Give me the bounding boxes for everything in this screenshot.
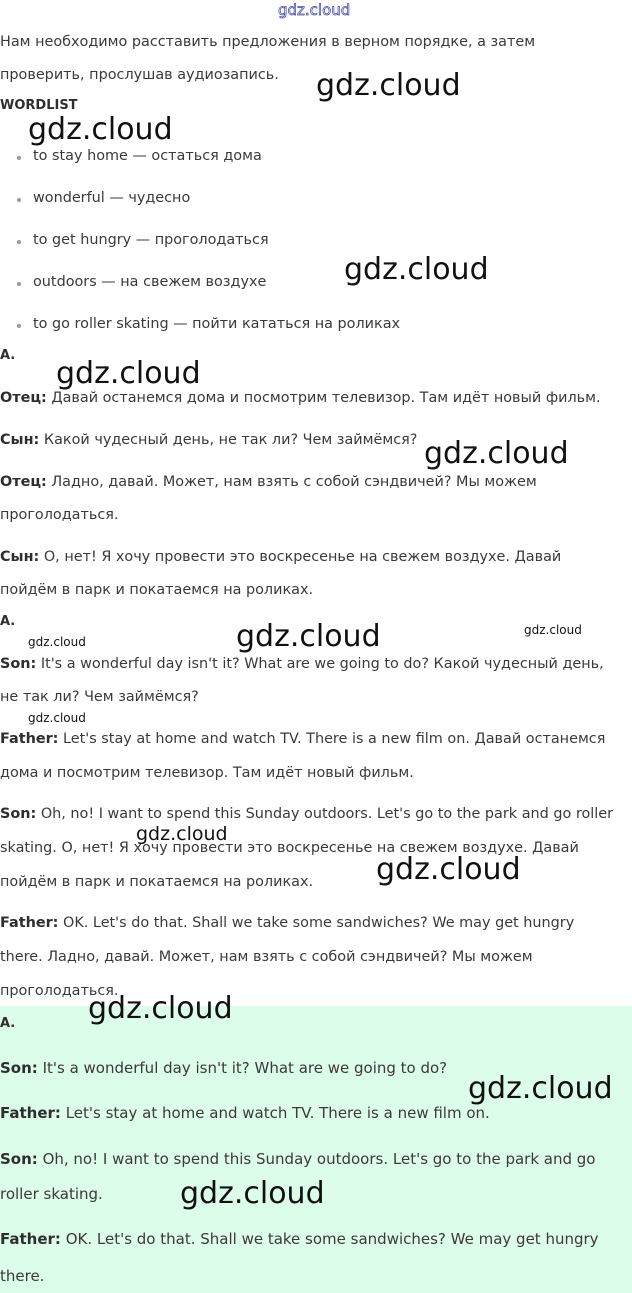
watermark: gdz.cloud [468,1071,613,1106]
dialogue-text: there. Ладно, давай. Может, нам взять с собой сэндвичей? Мы можем [0,949,533,965]
speaker-name: Сын: [0,432,40,448]
dialogue-line [0,1051,447,1085]
dialogue-text: roller skating. [0,1185,103,1203]
wordlist-item: to get hungry — проголодаться [33,232,269,248]
section-label: A. [0,1016,16,1031]
section-label: A. [0,348,16,363]
dialogue-text: проголодаться. [0,983,119,999]
dialogue-line [0,722,605,756]
watermark: gdz.cloud [316,68,461,103]
dialogue-line [0,1096,490,1130]
wordlist-item: to go roller skating — пойти кататься на роликах [33,316,401,332]
speaker-name: Отец: [0,474,47,490]
watermark: gdz.cloud [56,356,201,391]
bullet-icon [17,198,21,202]
wordlist-item: wonderful — чудесно [33,190,191,206]
intro-line-2: проверить, прослушав аудиозапись. [0,67,279,83]
speaker-name: Father: [0,1230,61,1248]
dialogue-text: Oh, no! I want to spend this Sunday outdoors. Let's go to the park and go roller [36,806,614,822]
bullet-icon [17,156,21,160]
watermark: gdz.cloud [28,711,86,725]
dialogue-text: Какой чудесный день, не так ли? Чем займёмся? [39,432,418,448]
speaker-name: Сын: [0,549,40,565]
watermark: gdz.cloud [344,252,489,287]
dialogue-line [0,423,417,457]
watermark: gdz.cloud [524,623,582,637]
watermark: gdz.cloud [136,823,228,845]
intro-line-1: Нам необходимо расставить предложения в верном порядке, а затем [0,34,536,50]
dialogue-line [0,906,574,940]
watermark-top: gdz.cloud [278,1,351,19]
dialogue-text: не так ли? Чем займёмся? [0,689,199,705]
section-label: A. [0,614,16,629]
watermark: gdz.cloud [236,619,381,654]
dialogue-line [0,540,561,574]
watermark: gdz.cloud [28,112,173,147]
dialogue-text: OK. Let's do that. Shall we take some sandwiches? We may get hungry [58,915,575,931]
speaker-name: Отец: [0,390,47,406]
bullet-icon [17,282,21,286]
wordlist-item: outdoors — на свежем воздухе [33,274,267,290]
speaker-name: Son: [0,656,37,672]
dialogue-text: Let's stay at home and watch TV. There is a new film on. Давай останемся [58,731,606,747]
watermark: gdz.cloud [88,991,233,1026]
speaker-name: Son: [0,1059,38,1077]
speaker-name: Son: [0,1150,38,1168]
watermark: gdz.cloud [28,635,86,649]
dialogue-text: OK. Let's do that. Shall we take some sandwiches? We may get hungry [60,1230,599,1248]
wordlist-title: WORDLIST [0,98,78,113]
dialogue-line [0,797,613,831]
watermark: gdz.cloud [180,1176,325,1211]
dialogue-text: It's a wonderful day isn't it? What are we going to do? [37,1059,448,1077]
dialogue-text: дома и посмотрим телевизор. Там идёт новый фильм. [0,765,414,781]
speaker-name: Son: [0,806,37,822]
watermark: gdz.cloud [376,852,521,887]
bullet-icon [17,324,21,328]
speaker-name: Father: [0,915,59,931]
dialogue-text: Ладно, давай. Может, нам взять с собой сэндвичей? Мы можем [46,474,537,490]
dialogue-text: Oh, no! I want to spend this Sunday outdoors. Let's go to the park and go [37,1150,596,1168]
speaker-name: Father: [0,731,59,747]
dialogue-line [0,1222,599,1256]
dialogue-text: skating. О, нет! Я хочу провести это воскресенье на свежем воздухе. Давай [0,840,579,856]
dialogue-text: there. [0,1267,45,1285]
dialogue-text: О, нет! Я хочу провести это воскресенье на свежем воздухе. Давай [39,549,562,565]
wordlist-item: to stay home — остаться дома [33,148,262,164]
dialogue-line [0,1142,595,1176]
dialogue-text: пойдём в парк и покатаемся на роликах. [0,874,314,890]
dialogue-text: Давай останемся дома и посмотрим телевизор. Там идёт новый фильм. [46,390,601,406]
speaker-name: Father: [0,1104,61,1122]
bullet-icon [17,240,21,244]
dialogue-text: пойдём в парк и покатаемся на роликах. [0,582,314,598]
dialogue-text: проголодаться. [0,507,119,523]
watermark: gdz.cloud [424,436,569,471]
dialogue-text: It's a wonderful day isn't it? What are we going to do? Какой чудесный день, [36,656,604,672]
dialogue-text: Let's stay at home and watch TV. There is a new film on. [60,1104,490,1122]
